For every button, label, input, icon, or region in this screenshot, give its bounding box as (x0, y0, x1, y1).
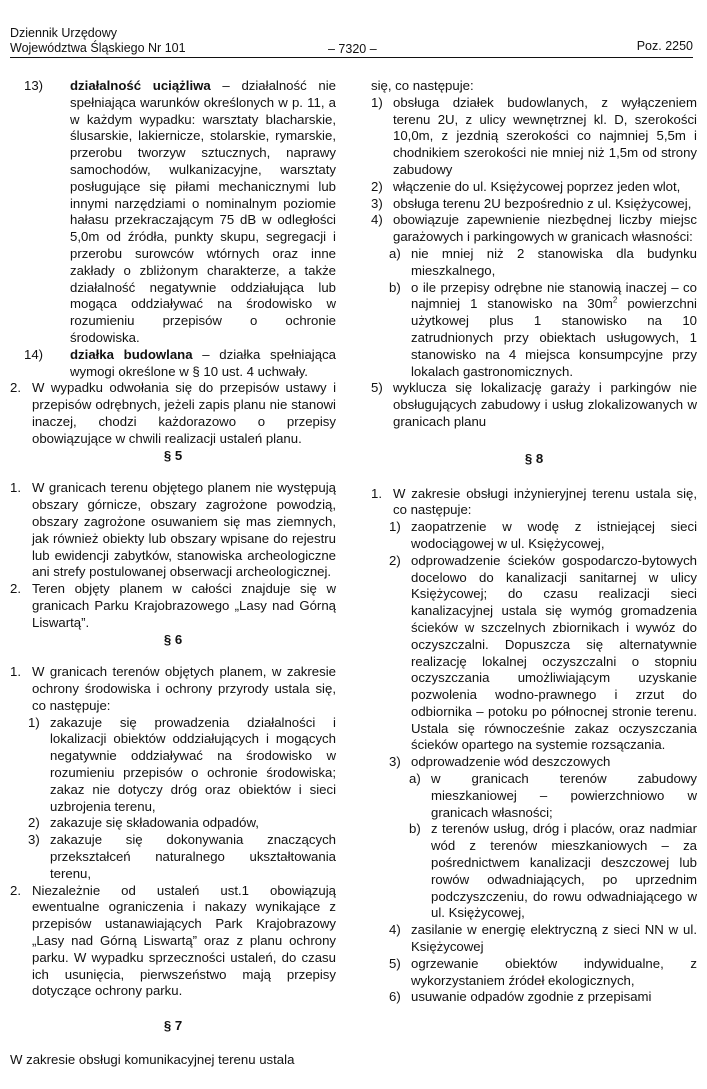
item-text: usuwanie odpadów zgodnie z przepisami (411, 989, 652, 1005)
s7-item-3 (371, 196, 697, 213)
item-number: 3) (371, 195, 383, 211)
paragraph-number: 1. (371, 485, 382, 501)
item-text: obsługa działek budowlanych, z wyłączeniem terenu 2U, z ulicy wewnętrznej kl. D, szerokości 10,0m, z jezdnią szerokości co najmniej 5,5m i chodnikiem szerokości nie mniej niż 1,5m od strony zabudowy (393, 94, 697, 177)
section-heading-5: § 5 (163, 447, 183, 463)
paragraph-number: 2. (10, 581, 21, 597)
s7-item-2 (371, 179, 697, 196)
item-text: zakazuje się dokonywania znaczących przekształceń naturalnego ukształtowania terenu, (50, 832, 336, 881)
item-text: o ile przepisy odrębne nie stanowią inaczej – co najmniej 1 stanowisko na 30m (411, 279, 697, 312)
s7-item-4b (389, 280, 697, 381)
paragraph-number: 2. (10, 380, 21, 396)
paragraph-number: 2. (10, 882, 21, 898)
item-text: obsługa terenu 2U bezpośrednio z ul. Księżycowej, (393, 195, 692, 211)
definition-13 (24, 78, 336, 347)
item-number: 3) (28, 832, 40, 848)
s6-item-3 (28, 832, 336, 882)
paragraph-text: W granicach terenu objętego planem nie występują obszary górnicze, obszary zagrożone powodzią, obszary zagrożone osuwaniem się mas ziemnych, jak również obiekty lub obszary wpisane do rejestru lub ewidencji zabytków, stanowiska archeologiczne ani strefy postulowanej obserwacji archeologicznej. (32, 480, 336, 580)
paragraph-number: 1. (10, 664, 21, 680)
s6-item-1 (28, 715, 336, 816)
item-text: obowiązuje zapewnienie niezbędnej liczby miejsc garażowych i parkingowych w granicach własności: (393, 212, 697, 245)
item-number: 2) (28, 815, 40, 831)
item-number: 1) (371, 94, 383, 110)
s8-paragraph-1 (371, 486, 697, 520)
right-column (371, 78, 697, 1006)
s6-paragraph-2 (10, 883, 336, 1001)
item-number: 6) (389, 989, 401, 1005)
paragraph-text: W granicach terenów objętych planem, w zakresie ochrony środowiska i ochrony przyrody ustala się, co następuje: (32, 664, 336, 713)
item-text: nie mniej niż 2 stanowiska dla budynku mieszkalnego, (411, 245, 697, 278)
item-text: wyklucza się lokalizację garaży i parkingów nie obsługujących zabudowy i usług zlokalizowanych w granicach planu (393, 380, 697, 429)
definition-text: – działalność nie spełniająca warunków określonych w p. 11, a w każdym wypadku: warsztaty blacharskie, ślusarskie, lakiernicze, stolarskie, rymarskie, przerobu tworzyw sztucznych, naprawy samochodów, wulkanizacyjne, warsztaty posługujące się piłami mechanicznymi lub innymi narzędziami o nominalnym poziomie hałasu przekraczającym 75 dB w odległości 5,0m od źródła, punkty skupu, segregacji i przerobu surowców wtórnych oraz inne zakłady o zbliżonym charakterze, a także działalność negatywnie oddziałująca lub mogąca oddziaływać na środowisko w rozumieniu przepisów o ochronie środowiska. (70, 78, 336, 345)
s6-item-2 (28, 815, 336, 832)
s7-intro: W zakresie obsługi komunikacyjnej terenu ustala (10, 1052, 295, 1068)
item-number: 14) (24, 346, 44, 362)
item-number: 3) (389, 754, 401, 770)
item-text: włączenie do ul. Księżycowej poprzez jeden wlot, (393, 178, 681, 194)
item-letter: b) (389, 279, 401, 295)
header-rule (10, 57, 693, 58)
item-text: odprowadzenie wód deszczowych (411, 754, 611, 770)
left-column (10, 78, 336, 1069)
position-number: Poz. 2250 (636, 39, 693, 53)
paragraph-2 (10, 380, 336, 447)
item-text: ogrzewanie obiektów indywidualne, z wykorzystaniem źródeł ekologicznych, (411, 955, 697, 988)
item-number: 5) (371, 380, 383, 396)
item-number: 1) (28, 714, 40, 730)
item-text: zakazuje się prowadzenia działalności i lokalizacji obiektów oddziałujących i mogących negatywnie oddziaływać na środowisko w rozumieniu przepisów o ochronie środowiska; zakaz nie dotyczy dróg oraz obiektów i sieci uzbrojenia terenu, (50, 714, 336, 814)
item-number: 4) (371, 212, 383, 228)
paragraph-text: Niezależnie od ustaleń ust.1 obowiązują ewentualne ograniczenia i nakazy wynikające z przepisów ustanawiających Park Krajobrazowy „Lasy nad Górną Liswartą” oraz z planu ochrony parku. W wypadku sprzeczności ustaleń, do czasu ich usunięcia, pierwszeństwo mają przepisy dotyczące ochrony parku. (32, 882, 336, 999)
item-number: 13) (24, 78, 44, 93)
item-number: 5) (389, 955, 401, 971)
definition-text: – działka spełniająca wymogi określone w § 10 ust. 4 uchwały. (70, 346, 336, 379)
paragraph-number: 1. (10, 480, 21, 496)
item-text-cont: powierzchni użytkowej plus 1 stanowisko na 10 zatrudnionych przy obiektach usługowych, 1 stanowisko na 4 miejsca konsumpcyjne przy lokalach gastronomicznych. (411, 296, 697, 379)
s8-item-6 (389, 989, 697, 1006)
item-number: 4) (389, 922, 401, 938)
definition-term: działalność uciążliwa (70, 78, 211, 93)
s7-continuation: się, co następuje: (371, 78, 474, 93)
section-heading-7: § 7 (163, 1018, 183, 1034)
s7-item-1 (371, 95, 697, 179)
item-number: 1) (389, 519, 401, 535)
s7-item-5 (371, 380, 697, 430)
s8-item-4 (389, 922, 697, 956)
journal-title: Dziennik Urzędowy (10, 26, 117, 40)
paragraph-text: Teren objęty planem w całości znajduje się w granicach Parku Krajobrazowego „Lasy nad Górną Liswartą”. (32, 581, 336, 630)
s5-paragraph-2 (10, 581, 336, 631)
s8-item-5 (389, 956, 697, 990)
section-heading-6: § 6 (163, 631, 183, 647)
item-number: 2) (389, 552, 401, 568)
s8-item-3a (409, 771, 697, 821)
item-letter: a) (409, 771, 421, 787)
s8-item-1 (389, 519, 697, 553)
s8-item-3 (389, 754, 697, 771)
item-letter: b) (409, 821, 421, 837)
section-heading-8: § 8 (524, 450, 544, 466)
paragraph-text: W wypadku odwołania się do przepisów ustawy i przepisów odrębnych, jeżeli zapis planu nie stanowi inaczej, chodzi każdorazowo o przepisy obowiązujące w chwili realizacji ustaleń planu. (32, 380, 336, 446)
definition-term: działka budowlana (70, 346, 193, 362)
definition-14 (24, 346, 336, 381)
item-text: z terenów usług, dróg i placów, oraz nadmiar wód z terenów mieszkaniowych – za pośrednictwem kanalizacji deszczowej lub rowów odwadniających, po uprzednim podczyszczeniu, do rowu odwadniającego w ul. Księżycowej, (431, 821, 697, 921)
s5-paragraph-1 (10, 480, 336, 581)
journal-issue: Województwa Śląskiego Nr 101 (10, 41, 186, 55)
page-number: – 7320 – (328, 42, 377, 56)
item-number: 2) (371, 178, 383, 194)
paragraph-text: W zakresie obsługi inżynieryjnej terenu ustala się, co następuje: (393, 485, 697, 518)
page-header (10, 6, 693, 58)
item-text: zasilanie w energię elektryczną z sieci NN w ul. Księżycowej (411, 922, 697, 955)
s8-item-3b (409, 821, 697, 922)
item-text: zakazuje się składowania odpadów, (50, 815, 259, 831)
item-text: odprowadzenie ścieków gospodarczo-bytowych docelowo do kanalizacji sanitarnej w ulicy Księżycowej; do czasu realizacji sieci kanalizacyjnej ustala się wymóg gromadzenia ścieków w szczelnych zbiornikach i wywóz do oczyszczalni. Dopuszcza się alternatywnie realizację lokalnej oczyszczalni o stopniu oczyszczania umożliwiającym uzyskanie pozwolenia wodno-prawnego i zrzut do odbiornika – potoku po północnej stronie terenu. Ustala się równocześnie zakaz oczyszczania ścieków opartego na systemie rozsączania. (411, 552, 697, 753)
s6-paragraph-1 (10, 664, 336, 714)
item-text: w granicach terenów zabudowy mieszkaniowej – powierzchniowo w granicach własności; (431, 771, 697, 820)
item-letter: a) (389, 245, 401, 261)
s7-item-4 (371, 212, 697, 246)
superscript: 2 (612, 295, 618, 305)
s7-item-4a (389, 246, 697, 280)
s8-item-2 (389, 553, 697, 755)
item-text: zaopatrzenie w wodę z istniejącej sieci wodociągowej w ul. Księżycowej, (411, 519, 697, 551)
